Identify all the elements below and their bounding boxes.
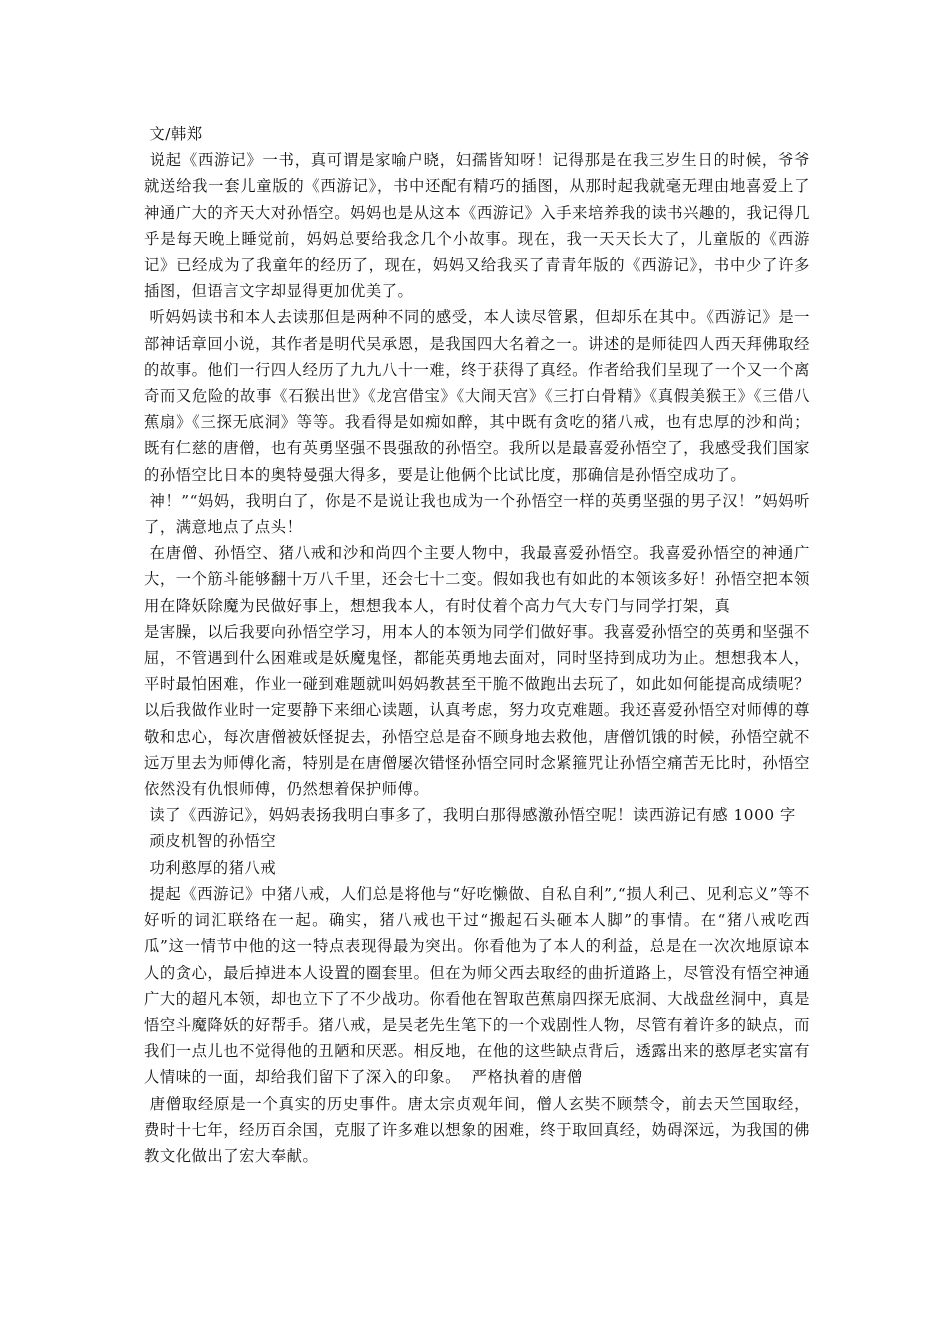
author-line: 文/韩郑 (144, 125, 203, 143)
subheading-zhu-bajie: 功利憨厚的猪八戒 (144, 858, 277, 877)
paragraph-conclusion: 读了《西游记》，妈妈表扬我明白事多了，我明白那得感激孙悟空呢！读西游记有感 1000 字 (144, 806, 796, 825)
document-body (144, 121, 810, 1169)
paragraph-lessons: 是害臊，以后我要向孙悟空学习，用本人的本领为同学们做好事。我喜爱孙悟空的英勇和坚强不屈，不管遇到什么困难或是妖魔鬼怪，都能英勇地去面对，同时坚持到成功为止。想想我本人，平时最怕困难，作业一碰到难题就叫妈妈教甚至干脆不做跑出去玩了，如此如何能提高成绩呢？以后我做作业时一定要静下来细心读题，认真考虑，努力攻克难题。我还喜爱孙悟空对师傅的尊敬和忠心，每次唐僧被妖怪捉去，孙悟空总是奋不顾身地去救他，唐僧饥饿的时候，孙悟空就不远万里去为师傅化斋，特别是在唐僧屡次错怪孙悟空同时念紧箍咒让孙悟空痛苦无比时，孙悟空依然没有仇恨师傅，仍然想着保护师傅。 (144, 622, 810, 799)
paragraph-reading-feelings: 听妈妈读书和本人去读那但是两种不同的感受，本人读尽管累，但却乐在其中。《西游记》是一部神话章回小说，其作者是明代吴承恩，是我国四大名着之一。讲述的是师徒四人西天拜佛取经的故事。他们一行四人经历了九九八十一难，终于获得了真经。作者给我们呈现了一个又一个离奇而又危险的故事《石猴出世》《龙宫借宝》《大闹天宫》《三打白骨精》《真假美猴王》《三借八蕉扇》《三探无底洞》等等。我看得是如痴如醉，其中既有贪吃的猪八戒，也有忠厚的沙和尚；既有仁慈的唐僧，也有英勇坚强不畏强敌的孙悟空。我所以是最喜爱孙悟空了，我感受我们国家的孙悟空比日本的奥特曼强大得多，要是让他俩个比试比度，那确信是孙悟空成功了。 (144, 308, 810, 484)
paragraph-tang-seng: 唐僧取经原是一个真实的历史事件。唐太宗贞观年间，僧人玄奘不顾禁令，前去天竺国取经，费时十七年，经历百余国，克服了许多难以想象的困难，终于取回真经，妫碍深远，为我国的佛教文化做出了宏大奉献。 (144, 1094, 810, 1165)
paragraph-intro: 说起《西游记》一书，真可谓是家喻户晓，妇孺皆知呀！记得那是在我三岁生日的时候，爷爷就送给我一套儿童版的《西游记》，书中还配有精巧的插图，从那时起我就毫无理由地喜爱上了神通广大的齐天大对孙悟空。妈妈也是从这本《西游记》入手来培养我的读书兴趣的，我记得几乎是每天晚上睡觉前，妈妈总要给我念几个小故事。现在，我一天天长大了，儿童版的《西游记》已经成为了我童年的经历了，现在，妈妈又给我买了青青年版的《西游记》，书中少了许多插图，但语言文字却显得更加优美了。 (144, 151, 810, 301)
paragraph-favorite-character: 在唐僧、孙悟空、猪八戒和沙和尚四个主要人物中，我最喜爱孙悟空。我喜爱孙悟空的神通广大，一个筋斗能够翻十万八千里，还会七十二变。假如我也有如此的本领该多好！孙悟空把本领用在降妖除魔为民做好事上，想想我本人，有时仗着个高力气大专门与同学打架，真 (144, 544, 810, 615)
paragraph-zhu-bajie: 提起《西游记》中猪八戒，人们总是将他与“好吃懒做、自私自利”,“损人利己、见利忘义”等不好听的词汇联络在一起。确实，猪八戒也干过“搬起石头砸本人脚”的事情。在“猪八戒吃西瓜”这一情节中他的这一特点表现得最为突出。你看他为了本人的利益，总是在一次次地原谅本人的贪心，最后掉进本人设置的圈套里。但在为师父西去取经的曲折道路上，尽管没有悟空神通广大的超凡本领，却也立下了不少战功。你看他在智取芭蕉扇四探无底洞、大战盘丝洞中，真是悟空斗魔降妖的好帮手。猪八戒，是吴老先生笔下的一个戏剧性人物，尽管有着许多的缺点，而我们一点儿也不觉得他的丑陋和厌恶。相反地，在他的这些缺点背后，透露出来的憨厚老实富有人情味的一面，却给我们留下了深入的印象。 严格执着的唐僧 (144, 884, 810, 1087)
subheading-sun-wukong: 顽皮机智的孙悟空 (144, 832, 277, 851)
paragraph-dialogue: 神！”“妈妈，我明白了，你是不是说让我也成为一个孙悟空一样的英勇坚强的男子汉！”妈妈听了，满意地点了点头！ (144, 491, 810, 537)
